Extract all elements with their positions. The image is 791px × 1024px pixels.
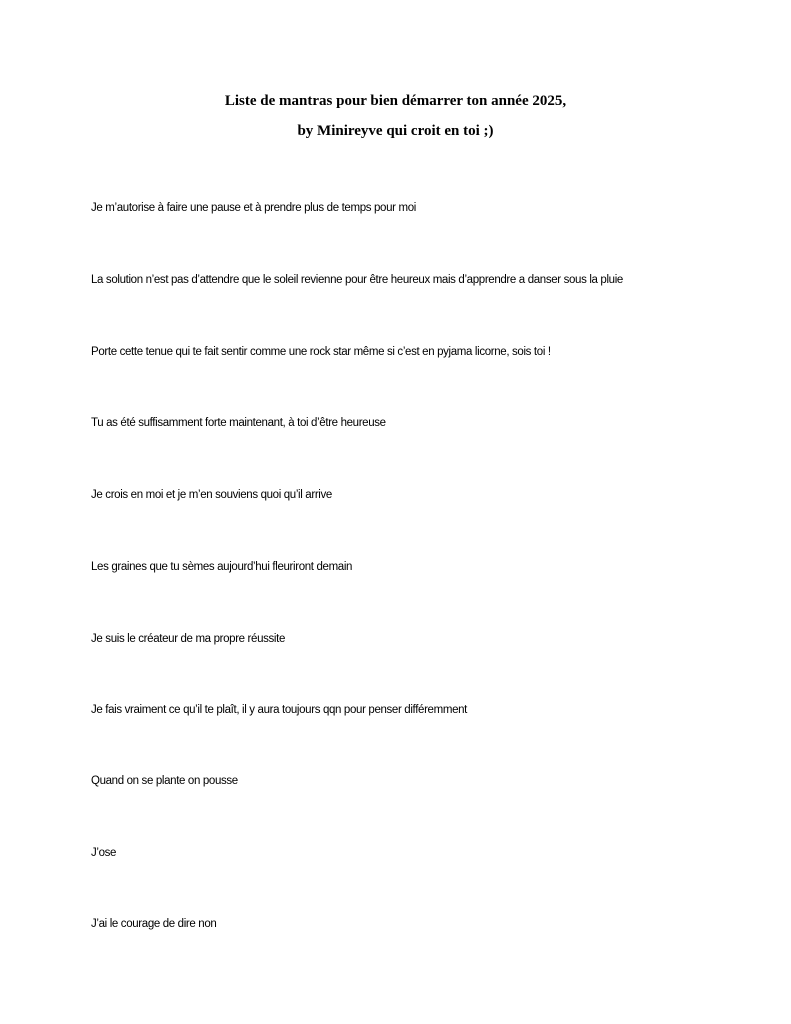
document-title-line-2: by Minireyve qui croit en toi ;) [297, 123, 494, 139]
mantra-item-7: Je suis le créateur de ma propre réussite [91, 633, 286, 645]
mantra-item-3: Porte cette tenue qui te fait sentir comme une rock star même si c’est en pyjama licorne, sois toi ! [91, 346, 551, 358]
mantra-item-2: La solution n’est pas d’attendre que le soleil revienne pour être heureux mais d’apprendre a danser sous la pluie [91, 274, 623, 286]
document-title-line-1: Liste de mantras pour bien démarrer ton année 2025, [224, 93, 567, 109]
mantra-item-5: Je crois en moi et je m’en souviens quoi qu’il arrive [91, 489, 332, 501]
mantra-item-10: J’ose [91, 847, 117, 859]
mantra-item-11: J’ai le courage de dire non [91, 918, 217, 930]
mantra-item-1: Je m’autorise à faire une pause et à prendre plus de temps pour moi [91, 202, 416, 214]
mantra-item-4: Tu as été suffisamment forte maintenant, à toi d’être heureuse [91, 417, 386, 429]
mantra-item-9: Quand on se plante on pousse [91, 775, 238, 787]
mantra-item-6: Les graines que tu sèmes aujourd’hui fleuriront demain [91, 561, 353, 573]
mantra-item-8: Je fais vraiment ce qu’il te plaît, il y aura toujours qqn pour penser différemment [91, 704, 468, 716]
